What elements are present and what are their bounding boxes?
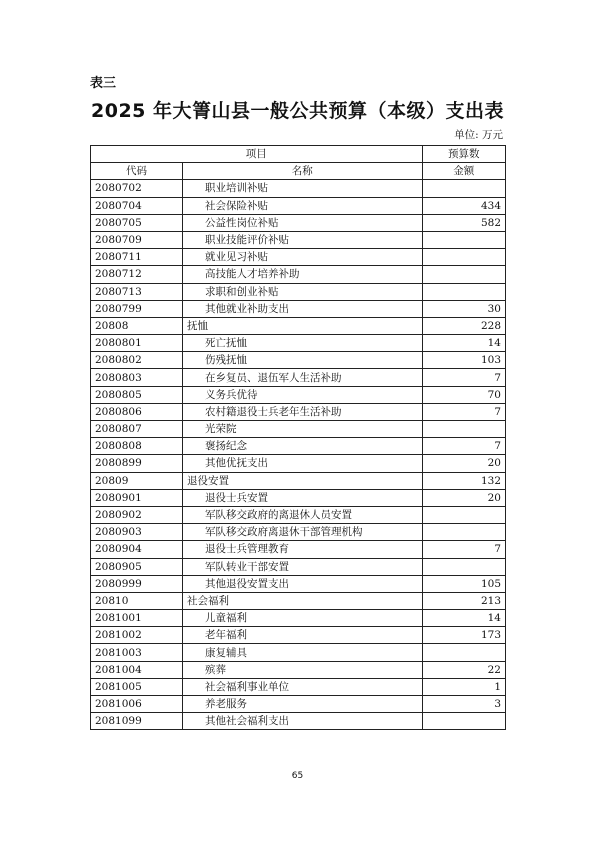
row-code: 2080999 [91, 575, 183, 592]
table-row [91, 386, 506, 403]
row-code: 2080704 [91, 197, 183, 214]
row-name: 光荣院 [182, 421, 422, 438]
row-name: 社会福利 [182, 592, 422, 609]
table-row [91, 335, 506, 352]
header-row-top [91, 146, 506, 163]
row-code: 2080902 [91, 506, 183, 523]
row-code: 2080807 [91, 421, 183, 438]
row-name: 义务兵优待 [182, 386, 422, 403]
row-name: 高技能人才培养补助 [182, 266, 422, 283]
table-row [91, 524, 506, 541]
row-name: 养老服务 [182, 696, 422, 713]
row-name: 求职和创业补贴 [182, 283, 422, 300]
table-row [91, 678, 506, 695]
table-row [91, 592, 506, 609]
row-code: 2080702 [91, 180, 183, 197]
row-amount [422, 283, 505, 300]
row-name: 在乡复员、退伍军人生活补助 [182, 369, 422, 386]
table-row [91, 558, 506, 575]
row-code: 2081099 [91, 713, 183, 730]
table-row [91, 489, 506, 506]
table-row [91, 713, 506, 730]
row-name: 死亡抚恤 [182, 335, 422, 352]
table-row [91, 300, 506, 317]
row-amount [422, 558, 505, 575]
row-amount: 7 [422, 369, 505, 386]
row-amount: 7 [422, 403, 505, 420]
row-name: 其他退役安置支出 [182, 575, 422, 592]
row-amount [422, 180, 505, 197]
header-name: 名称 [182, 163, 422, 180]
table-row [91, 403, 506, 420]
row-name: 褒扬纪念 [182, 438, 422, 455]
row-code: 2080805 [91, 386, 183, 403]
table-row [91, 180, 506, 197]
row-amount: 7 [422, 541, 505, 558]
row-code: 2080802 [91, 352, 183, 369]
row-code: 2080705 [91, 214, 183, 231]
row-name: 农村籍退役士兵老年生活补助 [182, 403, 422, 420]
page-title: 2025 年大箐山县一般公共预算（本级）支出表 [91, 100, 504, 122]
table-row [91, 197, 506, 214]
row-code: 2080713 [91, 283, 183, 300]
row-name: 其他就业补助支出 [182, 300, 422, 317]
header-row-bottom [91, 163, 506, 180]
row-code: 2081004 [91, 661, 183, 678]
page-number: 65 [291, 771, 304, 781]
row-code: 20809 [91, 472, 183, 489]
row-code: 2081002 [91, 627, 183, 644]
table-row [91, 661, 506, 678]
row-amount: 14 [422, 610, 505, 627]
header-code: 代码 [91, 163, 183, 180]
row-amount [422, 524, 505, 541]
row-name: 其他优抚支出 [182, 455, 422, 472]
table-row [91, 249, 506, 266]
row-name: 就业见习补贴 [182, 249, 422, 266]
row-amount [422, 713, 505, 730]
table-row [91, 283, 506, 300]
row-name: 退役士兵管理教育 [182, 541, 422, 558]
row-name: 殡葬 [182, 661, 422, 678]
row-code: 2081001 [91, 610, 183, 627]
row-code: 20810 [91, 592, 183, 609]
row-name: 职业技能评价补贴 [182, 231, 422, 248]
row-amount [422, 506, 505, 523]
table-row [91, 317, 506, 334]
table-row [91, 696, 506, 713]
row-amount: 582 [422, 214, 505, 231]
row-name: 其他社会福利支出 [182, 713, 422, 730]
table-label: 表三 [90, 76, 117, 91]
row-code: 2080904 [91, 541, 183, 558]
row-code: 2080799 [91, 300, 183, 317]
row-amount: 132 [422, 472, 505, 489]
table-row [91, 610, 506, 627]
row-code: 2080808 [91, 438, 183, 455]
row-amount [422, 249, 505, 266]
header-item: 项目 [91, 146, 423, 163]
table-row [91, 455, 506, 472]
table-row [91, 644, 506, 661]
table-row [91, 627, 506, 644]
row-amount: 103 [422, 352, 505, 369]
row-amount: 14 [422, 335, 505, 352]
row-name: 康复辅具 [182, 644, 422, 661]
row-name: 退役士兵安置 [182, 489, 422, 506]
row-name: 军队移交政府的离退休人员安置 [182, 506, 422, 523]
row-amount [422, 231, 505, 248]
row-amount: 434 [422, 197, 505, 214]
row-name: 社会福利事业单位 [182, 678, 422, 695]
row-code: 2080905 [91, 558, 183, 575]
row-code: 2080709 [91, 231, 183, 248]
row-amount: 3 [422, 696, 505, 713]
row-name: 职业培训补贴 [182, 180, 422, 197]
table-row [91, 438, 506, 455]
row-name: 儿童福利 [182, 610, 422, 627]
row-name: 退役安置 [182, 472, 422, 489]
row-name: 军队移交政府离退休干部管理机构 [182, 524, 422, 541]
table-row [91, 506, 506, 523]
row-amount: 30 [422, 300, 505, 317]
row-code: 2080712 [91, 266, 183, 283]
row-amount [422, 266, 505, 283]
unit-label: 单位: 万元 [454, 129, 503, 141]
table-row [91, 214, 506, 231]
row-amount [422, 644, 505, 661]
row-code: 2080803 [91, 369, 183, 386]
row-amount: 7 [422, 438, 505, 455]
header-budget: 预算数 [422, 146, 505, 163]
table-row [91, 472, 506, 489]
row-code: 2081005 [91, 678, 183, 695]
table-row [91, 541, 506, 558]
row-code: 2080899 [91, 455, 183, 472]
row-code: 2080903 [91, 524, 183, 541]
row-code: 2081003 [91, 644, 183, 661]
row-name: 抚恤 [182, 317, 422, 334]
row-amount [422, 421, 505, 438]
table-row [91, 421, 506, 438]
row-name: 军队转业干部安置 [182, 558, 422, 575]
table-row [91, 231, 506, 248]
row-code: 2080801 [91, 335, 183, 352]
budget-table [90, 145, 506, 730]
row-name: 老年福利 [182, 627, 422, 644]
row-amount: 173 [422, 627, 505, 644]
row-code: 2081006 [91, 696, 183, 713]
row-code: 2080901 [91, 489, 183, 506]
table-row [91, 352, 506, 369]
row-code: 20808 [91, 317, 183, 334]
row-amount: 105 [422, 575, 505, 592]
row-name: 社会保险补贴 [182, 197, 422, 214]
header-amount: 金额 [422, 163, 505, 180]
row-code: 2080806 [91, 403, 183, 420]
table-row [91, 266, 506, 283]
row-amount: 228 [422, 317, 505, 334]
row-amount: 1 [422, 678, 505, 695]
row-amount: 70 [422, 386, 505, 403]
row-name: 公益性岗位补贴 [182, 214, 422, 231]
row-amount: 22 [422, 661, 505, 678]
row-amount: 20 [422, 455, 505, 472]
row-name: 伤残抚恤 [182, 352, 422, 369]
table-row [91, 575, 506, 592]
row-amount: 213 [422, 592, 505, 609]
row-code: 2080711 [91, 249, 183, 266]
table-row [91, 369, 506, 386]
budget-table-body [91, 146, 506, 730]
row-amount: 20 [422, 489, 505, 506]
